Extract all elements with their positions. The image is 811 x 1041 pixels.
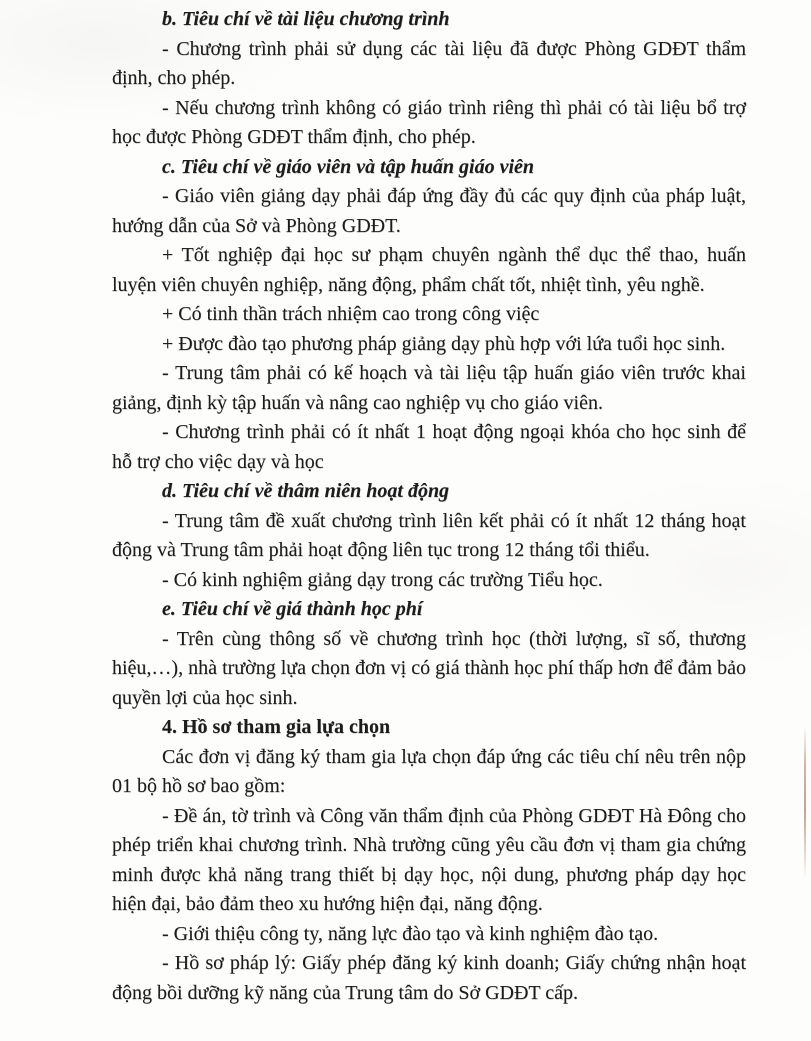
paragraph: - Chương trình phải có ít nhất 1 hoạt động ngoại khóa cho học sinh để hỗ trợ cho việc dạy và học [112, 421, 746, 473]
paragraph: - Nếu chương trình không có giáo trình riêng thì phải có tài liệu bổ trợ học được Phòng GDĐT thẩm định, cho phép. [112, 96, 746, 148]
paragraph: - Có kinh nghiệm giảng dạy trong các trường Tiểu học. [162, 568, 603, 591]
paragraph: - Hồ sơ pháp lý: Giấy phép đăng ký kinh doanh; Giấy chứng nhận hoạt động bồi dưỡng kỹ năng của Trung tâm do Sở GDĐT cấp. [112, 952, 746, 1004]
document-text-block [112, 5, 746, 1008]
paragraph: - Trên cùng thông số về chương trình học (thời lượng, sĩ số, thương hiệu,…), nhà trường lựa chọn đơn vị có giá thành học phí thấp hơn để đảm bảo quyền lợi của học sinh. [112, 627, 746, 709]
section-heading-d: d. Tiêu chí về thâm niên hoạt động [162, 480, 450, 502]
paragraph: + Có tinh thần trách nhiệm cao trong công việc [162, 303, 540, 325]
paragraph: - Trung tâm đề xuất chương trình liên kết phải có ít nhất 12 tháng hoạt động và Trung tâm phải hoạt động liên tục trong 12 tháng tổi thiểu. [112, 509, 746, 561]
section-heading-4: 4. Hồ sơ tham gia lựa chọn [162, 716, 391, 738]
paragraph: - Chương trình phải sử dụng các tài liệu đã được Phòng GDĐT thẩm định, cho phép. [112, 37, 746, 89]
section-heading-e: e. Tiêu chí về giá thành học phí [162, 598, 423, 620]
paragraph: + Được đào tạo phương pháp giảng dạy phù hợp với lứa tuổi học sinh. [162, 332, 726, 355]
paragraph: Các đơn vị đăng ký tham gia lựa chọn đáp ứng các tiêu chí nêu trên nộp 01 bộ hồ sơ bao gồm: [112, 745, 746, 797]
paragraph: - Giới thiệu công ty, năng lực đào tạo và kinh nghiệm đào tạo. [162, 922, 659, 945]
scan-artifact-line [804, 726, 806, 878]
paragraph: + Tốt nghiệp đại học sư phạm chuyên ngành thể dục thể thao, huấn luyện viên chuyên nghiệp, năng động, phẩm chất tốt, nhiệt tình, yêu nghề. [112, 244, 746, 296]
section-heading-b: b. Tiêu chí về tài liệu chương trình [162, 8, 450, 30]
section-heading-c: c. Tiêu chí về giáo viên và tập huấn giáo viên [162, 155, 535, 178]
paragraph: - Giáo viên giảng dạy phải đáp ứng đầy đủ các quy định của pháp luật, hướng dẫn của Sở và Phòng GDĐT. [112, 185, 746, 237]
paragraph: - Đề án, tờ trình và Công văn thẩm định của Phòng GDĐT Hà Đông cho phép triển khai chương trình. Nhà trường cũng yêu cầu đơn vị tham gia chứng minh được khả năng trang thiết bị dạy học, nội dung, phương pháp dạy học hiện đại, bảo đảm theo xu hướng hiện đại, năng động. [112, 804, 746, 915]
paragraph: - Trung tâm phải có kế hoạch và tài liệu tập huấn giáo viên trước khai giảng, định kỳ tập huấn và nâng cao nghiệp vụ cho giáo viên. [112, 362, 746, 414]
